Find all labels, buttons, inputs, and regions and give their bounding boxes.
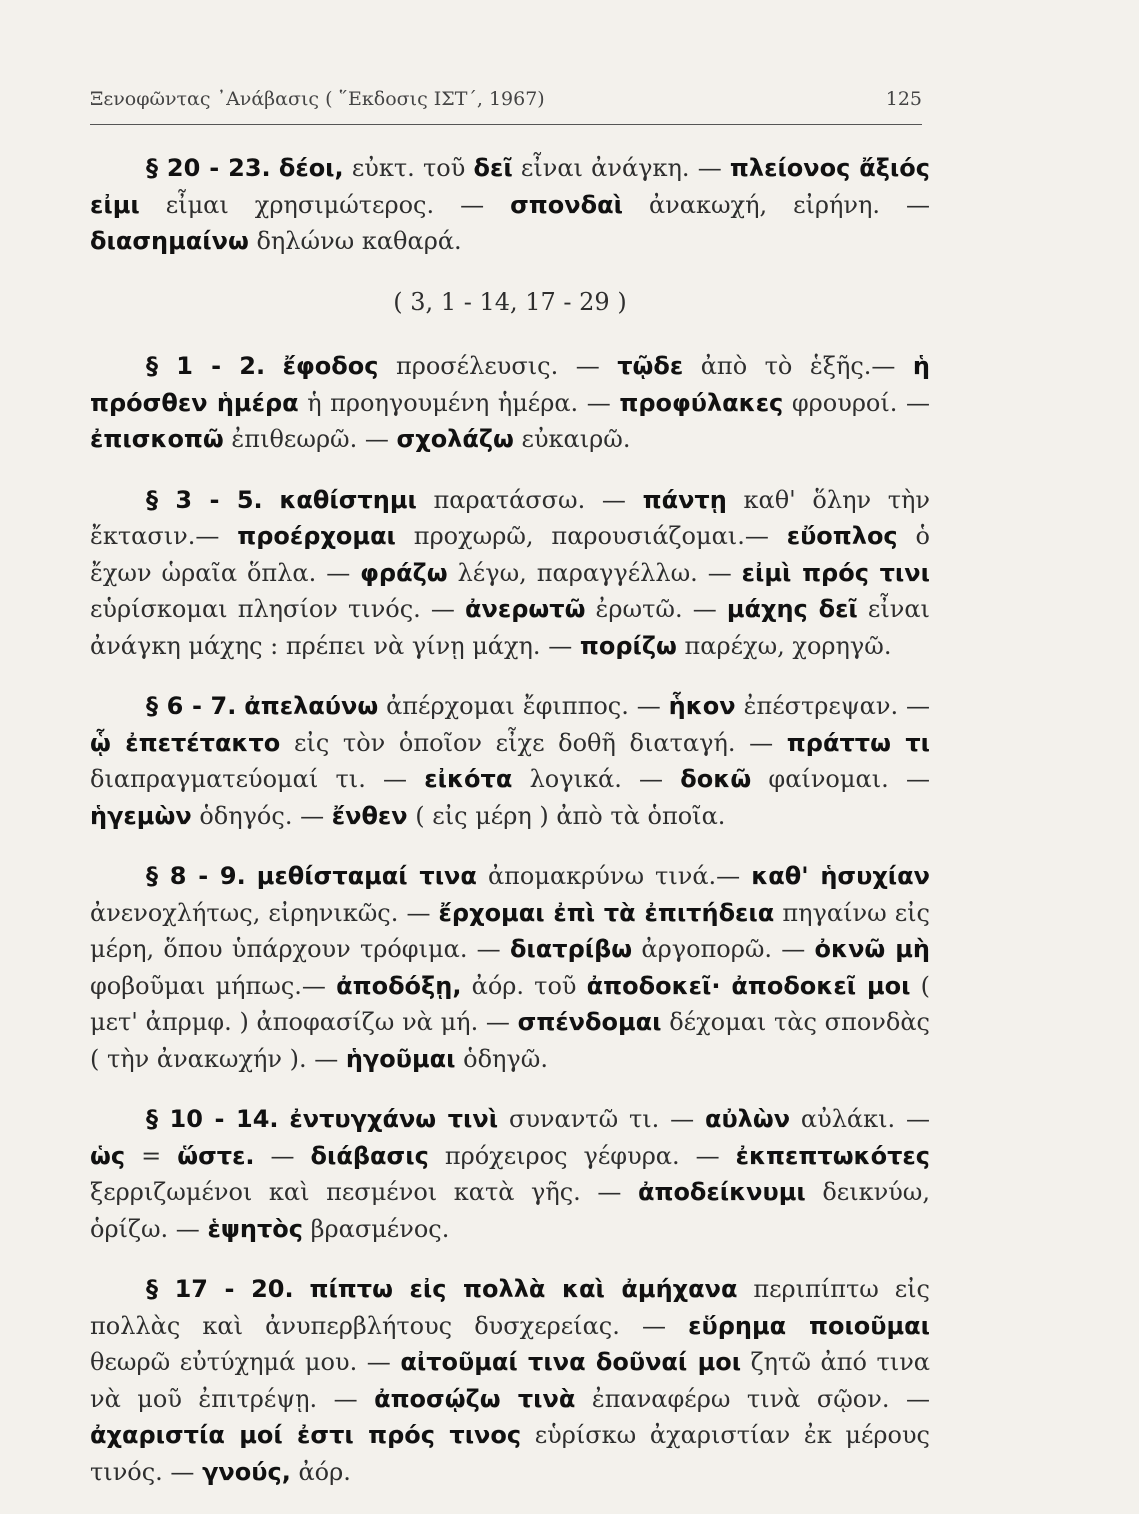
lemma-gloss: ἀόρ. τοῦ (471, 971, 577, 1000)
lemma-term: γνούς, (202, 1457, 291, 1486)
lemma-gloss: ( μετ' ἀπρμφ. ) ἀποφασίζω νὰ μή. — (90, 971, 930, 1036)
lemma-term: πλείονος ἄξιός εἰμι (90, 154, 930, 219)
lemma-gloss: εὑρίσκω ἀχαριστίαν ἐκ μέρους τινός. — (90, 1421, 930, 1486)
lemma-gloss: παρέχω, χορηγῶ. (684, 631, 892, 660)
glossary-paragraph (90, 858, 930, 1077)
lemma-term: προέρχομαι (237, 522, 396, 550)
lemma-term: μάχης δεῖ (726, 595, 858, 623)
running-header (90, 88, 922, 110)
lemma-term: πράττω τι (786, 728, 930, 757)
lemma-term: ἔνθεν (331, 801, 408, 830)
lemma-gloss: φρουροί. — (791, 388, 930, 417)
lemma-term: προφύλακες (619, 388, 784, 417)
lemma-term: εἰμὶ πρός τινι (741, 558, 930, 587)
section-number: § 6 - 7. (146, 692, 237, 720)
lemma-gloss: ὁδηγός. — (199, 801, 325, 830)
lemma-gloss: — (270, 1141, 295, 1170)
lemma-term: διασημαίνω (90, 227, 249, 255)
lemma-gloss: ἐρωτῶ. — (595, 595, 717, 623)
lemma-term: καθίστημι (279, 485, 417, 514)
lemma-term: εὔοπλος (786, 522, 898, 550)
chapter-reference: ( 3, 1 - 14, 17 - 29 ) (393, 287, 627, 316)
lemma-gloss: φαίνομαι. — (768, 765, 930, 793)
lemma-term: πίπτω εἰς πολλὰ καὶ ἀμήχανα (309, 1275, 738, 1303)
lemma-gloss: δέχομαι τὰς σπονδὰς ( τὴν ἀνακωχήν ). — (90, 1008, 930, 1073)
lemma-term: ἡγεμὼν (90, 801, 192, 830)
lemma-gloss: ἀνενοχλήτως, εἰρηνικῶς. — (90, 898, 431, 927)
lemma-gloss: ἀπὸ τὸ ἑξῆς.— (700, 352, 896, 380)
lemma-term: ἧκον (668, 692, 736, 720)
lemma-gloss: ἡ προηγουμένη ἡμέρα. — (307, 388, 611, 417)
section-number: § 8 - 9. (146, 862, 246, 890)
lemma-term: δεῖ (473, 154, 513, 182)
lemma-gloss: ἀόρ. (298, 1457, 351, 1486)
lemma-gloss: ἐπαναφέρω τινὰ σῷον. — (591, 1384, 930, 1413)
lemma-gloss: = (141, 1141, 162, 1170)
lemma-gloss: λογικά. — (529, 765, 664, 793)
lemma-term: τῷδε (617, 352, 684, 380)
lemma-term: αἰτοῦμαί τινα δοῦναί μοι (400, 1348, 742, 1376)
glossary-paragraph (90, 1101, 930, 1247)
lemma-term: ὡς (90, 1141, 126, 1170)
lemma-term: ὥστε. (177, 1141, 255, 1170)
lemma-gloss: περιπίπτω εἰς πολλὰς καὶ ἀνυπερβλήτους δυσχερείας. — (90, 1275, 930, 1340)
lemma-gloss: δεικνύω, ὁρίζω. — (90, 1178, 930, 1243)
lemma-term: διάβασις (310, 1141, 429, 1170)
lemma-gloss: φοβοῦμαι μήπως.— (90, 971, 326, 1000)
lemma-gloss: εἰς τὸν ὁποῖον εἶχε δοθῆ διαταγή. — (293, 728, 774, 757)
lemma-gloss: δηλώνω καθαρά. (256, 227, 462, 255)
lemma-gloss: παρατάσσω. — (433, 485, 626, 514)
lemma-term: πορίζω (579, 631, 677, 660)
lemma-gloss: εὐκαιρῶ. (521, 425, 631, 453)
lemma-gloss: εἶναι ἀνάγκη. — (520, 154, 722, 182)
lemma-term: σχολάζω (396, 425, 514, 453)
lemma-gloss: διαπραγματεύομαί τι. — (90, 765, 408, 793)
section-number: § 17 - 20. (146, 1275, 294, 1303)
lemma-gloss: καθ' ὅλην τὴν ἔκτασιν.— (90, 485, 930, 550)
glossary-paragraph (90, 1271, 930, 1490)
lemma-term: διατρίβω (509, 935, 633, 963)
lemma-gloss: ἀπέρχομαι ἔφιππος. — (386, 692, 661, 720)
lemma-term: ἐπισκοπῶ (90, 425, 224, 453)
lemma-gloss: ἀπομακρύνω τινά.— (487, 862, 741, 890)
lemma-term: ἀχαριστία μοί ἐστι πρός τινος (90, 1421, 522, 1449)
lemma-gloss: ἐπέστρεψαν. — (743, 692, 930, 720)
lemma-term: εὕρημα ποιοῦμαι (688, 1311, 930, 1340)
lemma-gloss: εὐκτ. τοῦ (351, 154, 466, 182)
lemma-gloss: ἐπιθεωρῶ. — (231, 425, 389, 453)
lemma-gloss: πηγαίνω εἰς μέρη, ὅπου ὑπάρχουν τρόφιμα. — (90, 898, 930, 963)
lemma-gloss: ξερριζωμένοι καὶ πεσμένοι κατὰ γῆς. — (90, 1178, 622, 1206)
lemma-term: ἀποδόξῃ, (336, 971, 462, 1000)
glossary-paragraph (90, 482, 930, 665)
section-number: § 10 - 14. (146, 1105, 279, 1133)
glossary-body (90, 150, 930, 1514)
lemma-term: ἑψητὸς (207, 1214, 303, 1243)
lemma-gloss: εἶναι ἀνάγκη μάχης : πρέπει νὰ γίνῃ μάχη. — (90, 595, 930, 660)
lemma-term: ᾧ ἐπετέτακτο (90, 728, 281, 757)
lemma-gloss: ὁδηγῶ. (463, 1044, 548, 1073)
lemma-term: ἀπελαύνω (244, 692, 379, 720)
lemma-term: ἐκπεπτωκότες (735, 1141, 930, 1170)
lemma-term: ὀκνῶ μὴ (814, 935, 931, 963)
lemma-gloss: εἶμαι χρησιμώτερος. — (165, 190, 485, 219)
lemma-term: μεθίσταμαί τινα (256, 862, 477, 890)
lemma-gloss: λέγω, παραγγέλλω. — (457, 558, 732, 587)
lemma-term: δέοι, (278, 154, 344, 182)
lemma-gloss: πρόχειρος γέφυρα. — (444, 1141, 720, 1170)
running-title: Ξενοφῶντας ᾿Ανάβασις ( ῞Εκδοσις ΙΣΤ΄, 1967) (90, 88, 545, 110)
lemma-term: ἀποδοκεῖ· ἀποδοκεῖ μοι (586, 971, 911, 1000)
lemma-gloss: ἀργοπορῶ. — (641, 935, 806, 963)
lemma-term: ἔφοδος (282, 352, 379, 380)
lemma-term: ἔρχομαι ἐπὶ τὰ ἐπιτήδεια (438, 898, 775, 927)
lemma-term: εἰκότα (424, 765, 513, 793)
lemma-term: ἡγοῦμαι (345, 1044, 456, 1073)
glossary-paragraph (90, 150, 930, 260)
lemma-gloss: αὐλάκι. — (800, 1105, 930, 1133)
lemma-gloss: ὁ ἔχων ὡραῖα ὅπλα. — (90, 522, 930, 587)
section-number: § 1 - 2. (146, 352, 266, 380)
lemma-term: ἀποδείκνυμι (637, 1178, 806, 1206)
lemma-term: ἐντυγχάνω τινὶ (289, 1105, 499, 1133)
lemma-gloss: βρασμένος. (310, 1214, 450, 1243)
section-number: § 20 - 23. (146, 154, 271, 182)
lemma-gloss: θεωρῶ εὐτύχημά μου. — (90, 1348, 391, 1376)
lemma-gloss: εὑρίσκομαι πλησίον τινός. — (90, 595, 455, 623)
lemma-term: αὐλὼν (704, 1105, 791, 1133)
lemma-gloss: προσέλευσις. — (395, 352, 600, 380)
lemma-term: ἀνερωτῶ (465, 595, 586, 623)
lemma-gloss: ἀνακωχή, εἰρήνη. — (648, 190, 930, 219)
header-rule (90, 124, 922, 125)
glossary-paragraph (90, 348, 930, 458)
lemma-gloss: συναντῶ τι. — (508, 1105, 695, 1133)
lemma-gloss: προχωρῶ, παρουσιάζομαι.— (413, 522, 769, 550)
glossary-paragraph (90, 688, 930, 834)
page-number: 125 (885, 88, 922, 110)
lemma-term: ἀποσῴζω τινὰ (374, 1384, 576, 1413)
lemma-term: σπένδομαι (517, 1008, 662, 1036)
lemma-gloss: ( εἰς μέρη ) ἀπὸ τὰ ὁποῖα. (415, 801, 726, 830)
lemma-term: φράζω (360, 558, 448, 587)
lemma-term: δοκῶ (680, 765, 752, 793)
lemma-gloss: ζητῶ ἀπό τινα νὰ μοῦ ἐπιτρέψῃ. — (90, 1348, 930, 1413)
lemma-term: σπονδαὶ (510, 190, 623, 219)
section-number: § 3 - 5. (146, 485, 263, 514)
lemma-term: καθ' ἡσυχίαν (751, 862, 930, 890)
lemma-term: πάντῃ (642, 485, 727, 514)
lemma-term: ἡ πρόσθεν ἡμέρα (90, 352, 930, 417)
